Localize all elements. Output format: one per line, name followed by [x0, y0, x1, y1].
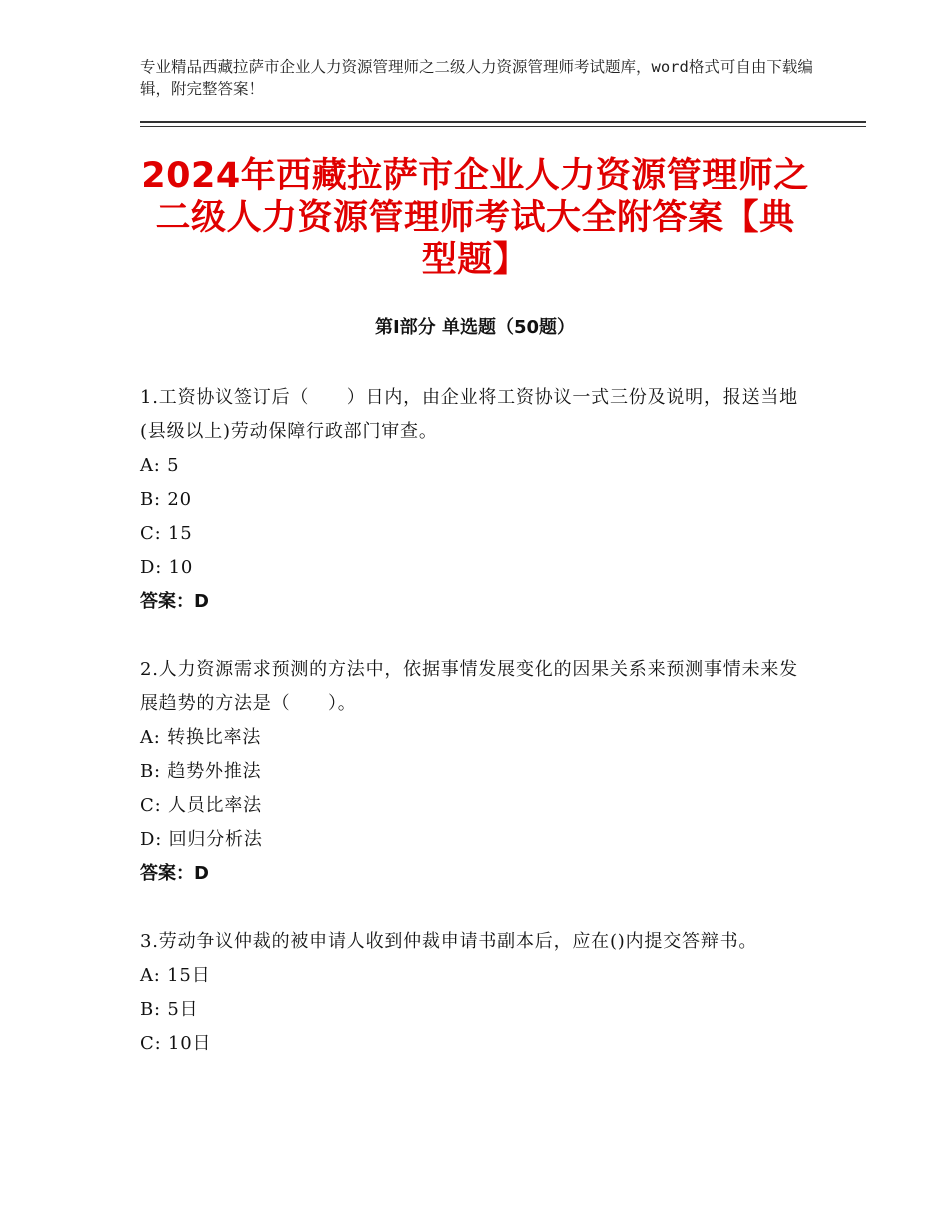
question-list — [140, 381, 800, 1095]
question-1 — [140, 381, 800, 619]
option-a: A: 5 — [140, 455, 180, 476]
answer: 答案：D — [140, 591, 209, 612]
option-b: B: 5日 — [140, 999, 199, 1020]
document-title: 2024年西藏拉萨市企业人力资源管理师之二级人力资源管理师考试大全附答案【典型题】 — [141, 156, 809, 280]
option-b: B: 趋势外推法 — [140, 761, 262, 782]
header-divider-thick — [140, 121, 866, 123]
option-c: C: 人员比率法 — [140, 795, 262, 816]
question-2 — [140, 653, 800, 891]
option-a: A: 15日 — [140, 965, 211, 986]
question-3 — [140, 925, 800, 1061]
option-c: C: 10日 — [140, 1033, 212, 1054]
question-text: 3.劳动争议仲裁的被申请人收到仲裁申请书副本后，应在()内提交答辩书。 — [140, 931, 758, 952]
header-divider-thin — [140, 126, 866, 127]
option-d: D: 10 — [140, 557, 194, 578]
question-text: 1.工资协议签订后（ ）日内，由企业将工资协议一式三份及说明，报送当地(县级以上)劳动保障行政部门审查。 — [140, 387, 798, 442]
option-b: B: 20 — [140, 489, 192, 510]
header-note: 专业精品西藏拉萨市企业人力资源管理师之二级人力资源管理师考试题库，word格式可自由下载编辑，附完整答案！ — [140, 58, 813, 98]
answer: 答案：D — [140, 863, 209, 884]
option-c: C: 15 — [140, 523, 193, 544]
question-text: 2.人力资源需求预测的方法中，依据事情发展变化的因果关系来预测事情未来发展趋势的方法是（ ）。 — [140, 659, 798, 714]
option-d: D: 回归分析法 — [140, 829, 263, 850]
section-heading: 第Ⅰ部分 单选题（50题） — [374, 317, 575, 338]
option-a: A: 转换比率法 — [140, 727, 262, 748]
